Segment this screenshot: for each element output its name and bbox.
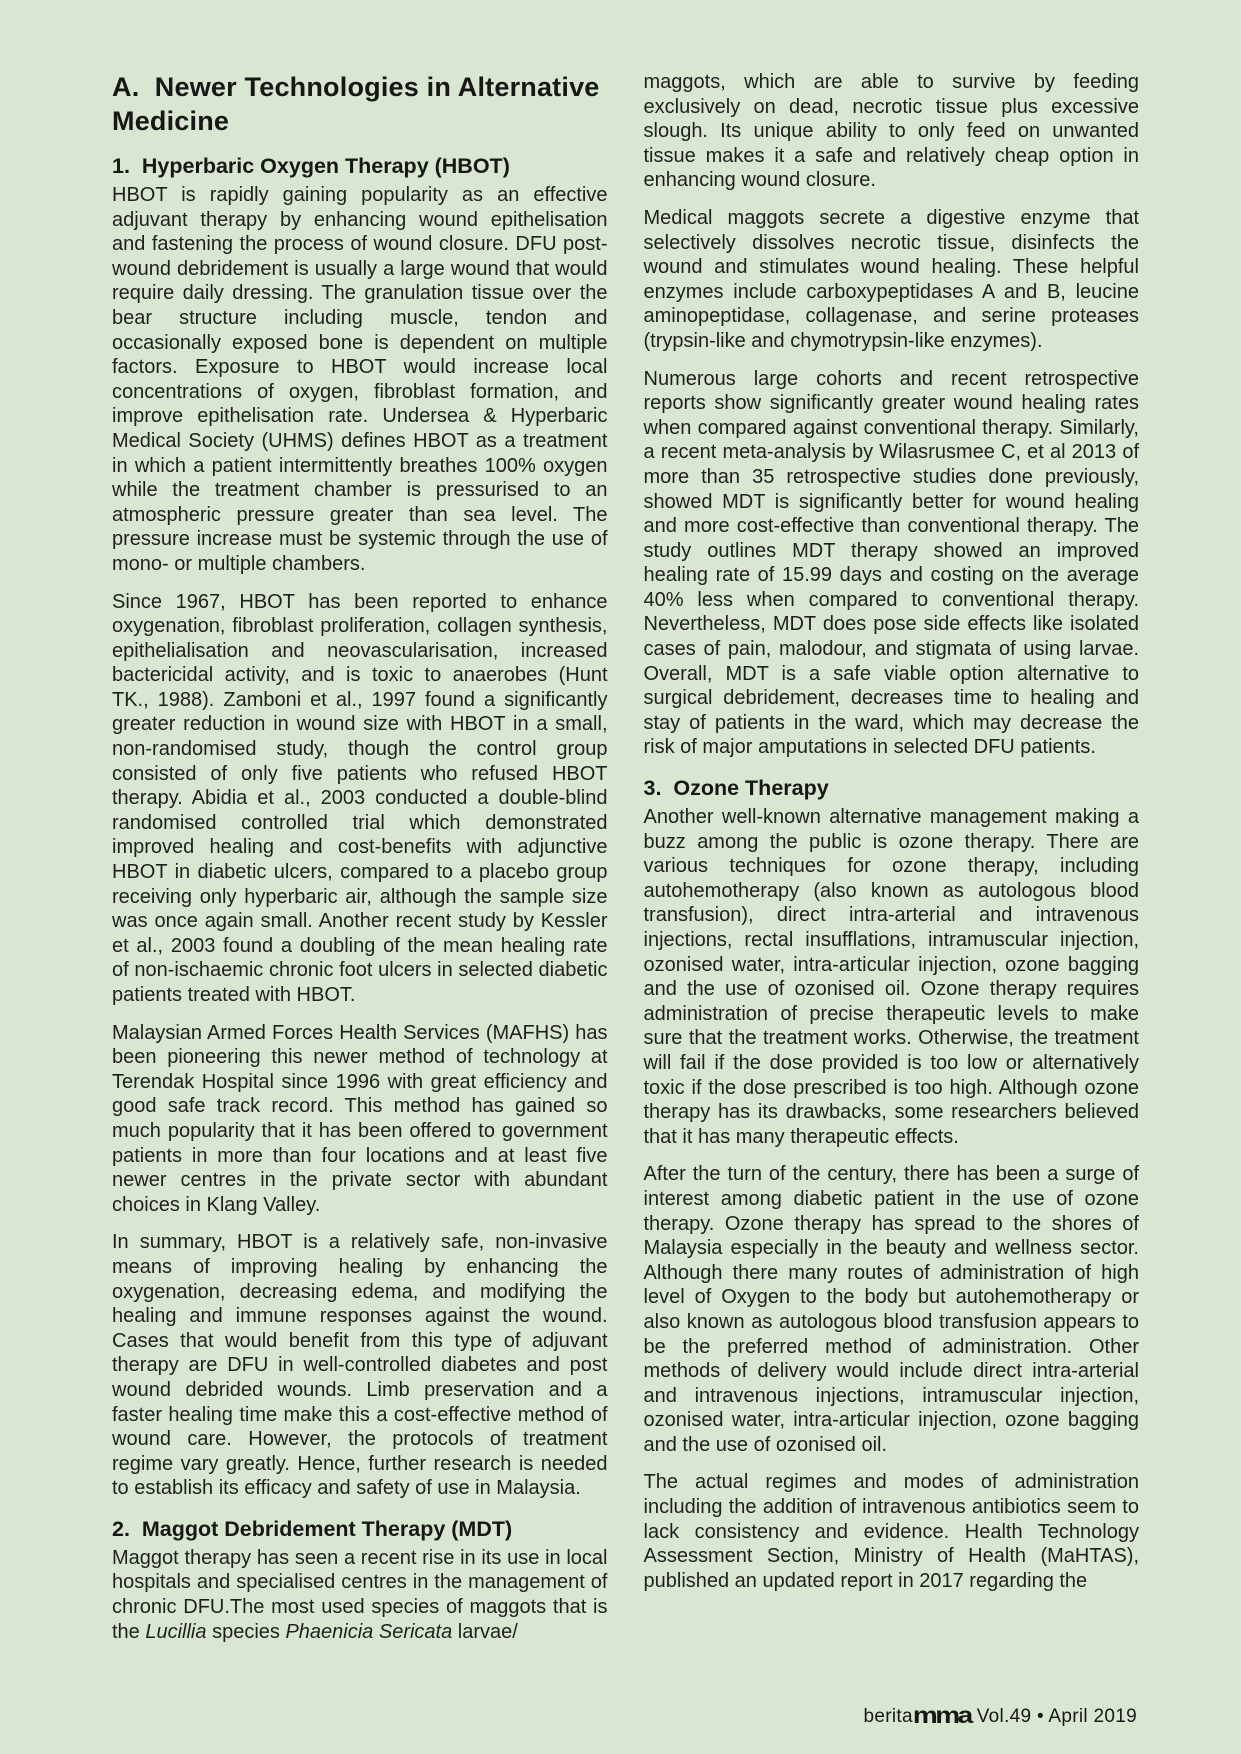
species-name-lucillia: Lucillia bbox=[145, 1620, 207, 1643]
page-footer bbox=[864, 1699, 1137, 1728]
issue-label: Vol.49 • April 2019 bbox=[976, 1706, 1137, 1727]
hbot-paragraph-3: Malaysian Armed Forces Health Services (MAFHS) has been pioneering this newer method of technology at Terendak Hospital since 1996 with great efficiency and good safe track record. This method has gained so much popularity that it has been offered to government patients in more than four locations and at least five newer centres in the private sector with abundant choices in Klang Valley. bbox=[112, 1021, 608, 1216]
article-body bbox=[112, 70, 1139, 1644]
mdt-paragraph-1-text-a: Maggot therapy has seen a recent rise in its use in local hospitals and specialised centres in the management of chronic DFU.The most used species of maggots that is the bbox=[112, 1546, 608, 1643]
hbot-paragraph-1: HBOT is rapidly gaining popularity as an effective adjuvant therapy by enhancing wound epithelisation and fastening the process of wound closure. DFU post-wound debridement is usually a large wound that would require daily dressing. The granulation tissue over the bear structure including muscle, tendon and occasionally exposed bone is dependent on multiple factors. Exposure to HBOT would increase local concentrations of oxygen, fibroblast formation, and improve epithelisation rate. Undersea & Hyperbaric Medical Society (UHMS) defines HBOT as a treatment in which a patient intermittently breathes 100% oxygen while the treatment chamber is pressurised to an atmospheric pressure greater than sea level. The pressure increase must be systemic through the use of mono- or multiple chambers. bbox=[112, 184, 608, 575]
ozone-paragraph-3: The actual regimes and modes of administration including the addition of intravenous antibiotics seem to lack consistency and evidence. Health Technology Assessment Section, Ministry of Health (MaHTAS), published an updated report in 2017 regarding the bbox=[643, 1471, 1139, 1592]
mdt-paragraph-4: Numerous large cohorts and recent retrospective reports show significantly greater wound healing rates when compared against conventional therapy. Similarly, a recent meta-analysis by Wilasrusmee C, et al 2013 of more than 35 retrospective studies done previously, showed MDT is significantly better for wound healing and more cost-effective than conventional therapy. The study outlines MDT therapy showed an improved healing rate of 15.99 days and costing on the average 40% less when compared to conventional therapy. Nevertheless, MDT does pose side effects like isolated cases of pain, malodour, and stigmata of using larvae. Overall, MDT is a safe viable option alternative to surgical debridement, decreases time to healing and stay of patients in the ward, which may decrease the risk of major amputations in selected DFU patients. bbox=[643, 367, 1139, 759]
berita-label: berita bbox=[863, 1706, 913, 1727]
hbot-paragraph-4: In summary, HBOT is a relatively safe, non-invasive means of improving healing by enhancing the oxygenation, decreasing edema, and modifying the healing and immune responses against the wound. Cases that would benefit from this type of adjuvant therapy are DFU in well-controlled diabetes and post wound debrided wounds. Limb preservation and a faster healing time make this a cost-effective method of wound care. However, the protocols of treatment regime vary greatly. Hence, further research is needed to establish its efficacy and safety of use in Malaysia. bbox=[112, 1231, 608, 1500]
hbot-paragraph-2: Since 1967, HBOT has been reported to enhance oxygenation, fibroblast proliferation, collagen synthesis, epithelialisation and neovascularisation, increased bactericidal activity, and is toxic to anaerobes (Hunt TK., 1988). Zamboni et al., 1997 found a significantly greater reduction in wound size with HBOT in a small, non-randomised study, though the control group consisted of only five patients who refused HBOT therapy. Abidia et al., 2003 conducted a double-blind randomised controlled trial which demonstrated improved healing and cost-benefits with adjunctive HBOT in diabetic ulcers, compared to a placebo group receiving only hyperbaric air, although the sample size was once again small. Another recent study by Kessler et al., 2003 found a doubling of the mean healing rate of non-ischaemic chronic foot ulcers in selected diabetic patients treated with HBOT. bbox=[112, 590, 608, 1006]
ozone-heading: 3. Ozone Therapy bbox=[643, 776, 829, 801]
right-column bbox=[644, 70, 1140, 1593]
mdt-paragraph-1-text-c: larvae/ bbox=[452, 1620, 518, 1643]
ozone-paragraph-2: After the turn of the century, there has been a surge of interest among diabetic patient in the use of ozone therapy. Ozone therapy has spread to the shores of Malaysia especially in the beauty and wellness sector. Although there many routes of administration of high level of Oxygen to the body but autohemotherapy or also known as autologous blood transfusion appears to be the preferred method of administration. Other methods of delivery would include direct intra-arterial and intravenous injections, intramuscular injection, ozonised water, intra-articular injection, ozone bagging and the use of ozonised oil. bbox=[643, 1163, 1139, 1456]
mdt-paragraph-1 bbox=[112, 1546, 608, 1644]
species-name-phaenicia-sericata: Phaenicia Sericata bbox=[285, 1620, 453, 1643]
mdt-heading: 2. Maggot Debridement Therapy (MDT) bbox=[112, 1516, 513, 1541]
article-title: A. Newer Technologies in Alternative Medicine bbox=[112, 72, 608, 136]
mdt-paragraph-1-text-b: species bbox=[206, 1620, 286, 1643]
left-column bbox=[112, 70, 608, 1644]
hbot-heading: 1. Hyperbaric Oxygen Therapy (HBOT) bbox=[112, 154, 510, 178]
mdt-paragraph-3: Medical maggots secrete a digestive enzyme that selectively dissolves necrotic tissue, disinfects the wound and stimulates wound healing. These helpful enzymes include carboxypeptidases A and B, leucine aminopeptidase, collagenase, and serine proteases (trypsin-like and chymotrypsin-like enzymes). bbox=[643, 206, 1139, 352]
mma-logo: mma bbox=[912, 1702, 971, 1728]
mdt-paragraph-2: maggots, which are able to survive by feeding exclusively on dead, necrotic tissue plus excessive slough. Its unique ability to only feed on unwanted tissue makes it a safe and relatively cheap option in enhancing wound closure. bbox=[643, 71, 1139, 192]
ozone-paragraph-1: Another well-known alternative management making a buzz among the public is ozone therapy. There are various techniques for ozone therapy, including autohemotherapy (also known as autologous blood transfusion), direct intra-arterial and intravenous injections, rectal insufflations, intramuscular injection, ozonised water, intra-articular injection, ozone bagging and the use of ozonised oil. Ozone therapy requires administration of precise therapeutic levels to make sure that the treatment works. Otherwise, the treatment will fail if the dose provided is too low or alternatively toxic if the dose prescribed is too high. Although ozone therapy has its drawbacks, some researchers believed that it has many therapeutic effects. bbox=[643, 806, 1139, 1148]
